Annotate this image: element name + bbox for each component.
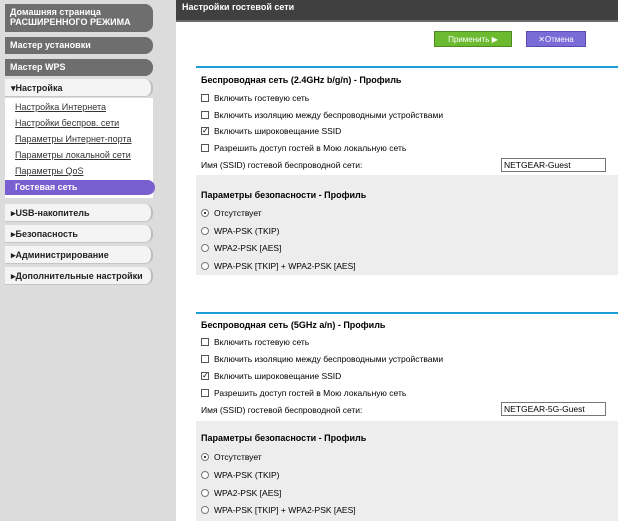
- access-24-label: Разрешить доступ гостей в Мою локальную сеть: [214, 143, 407, 153]
- broadcast-5-checkbox[interactable]: ✓: [202, 371, 209, 380]
- ssid-5-label-text: Имя (SSID) гостевой беспроводной сети:: [201, 405, 363, 415]
- isolation-24-row[interactable]: [201, 110, 443, 120]
- broadcast-24-checkbox[interactable]: ✓: [202, 126, 209, 135]
- enable-guest-24-checkbox[interactable]: [201, 94, 209, 102]
- ssid-24-label-text: Имя (SSID) гостевой беспроводной сети:: [201, 160, 363, 170]
- security-24-option-mixed[interactable]: [201, 261, 356, 271]
- radio-5-mixed-label: WPA-PSK [TKIP] + WPA2-PSK [AES]: [214, 505, 356, 515]
- sidebar-item-guest-network[interactable]: Гостевая сеть: [5, 180, 155, 195]
- security-24-option-wpa[interactable]: [201, 226, 280, 236]
- isolation-24-label: Включить изоляцию между беспроводными устройствами: [214, 110, 444, 120]
- broadcast-5-label: Включить широковещание SSID: [214, 371, 342, 381]
- access-5-label: Разрешить доступ гостей в Мою локальную сеть: [214, 388, 407, 398]
- section-title-security-5: Параметры безопасности - Профиль: [201, 433, 367, 443]
- sidebar-item-lan-setup[interactable]: Параметры локальной сети: [15, 150, 131, 160]
- sidebar: [0, 0, 176, 521]
- section-title-5ghz: Беспроводная сеть (5GHz a/n) - Профиль: [201, 320, 386, 330]
- ssid-24-label: [201, 160, 362, 170]
- enable-guest-24-label: Включить гостевую сеть: [214, 93, 310, 103]
- ssid-24-input[interactable]: [501, 158, 606, 172]
- sidebar-item-qos-setup[interactable]: Параметры QoS: [15, 166, 84, 176]
- sidebar-home-button[interactable]: Домашняя страница РАСШИРЕННОГО РЕЖИМА: [5, 4, 153, 32]
- sidebar-item-internet-setup[interactable]: Настройка Интернета: [15, 102, 106, 112]
- sidebar-security-menu[interactable]: ▸Безопасность: [5, 225, 153, 243]
- enable-guest-24-row[interactable]: [201, 93, 309, 103]
- isolation-5-checkbox[interactable]: [201, 355, 209, 363]
- section-title-24ghz: Беспроводная сеть (2.4GHz b/g/n) - Профиль: [201, 75, 402, 85]
- header-divider: [176, 20, 618, 22]
- broadcast-24-label: Включить широковещание SSID: [214, 126, 342, 136]
- apply-button[interactable]: Применить ▶: [434, 31, 512, 47]
- section-divider: [196, 312, 618, 314]
- security-5-option-none[interactable]: [201, 452, 262, 462]
- sidebar-advanced-menu[interactable]: ▸Дополнительные настройки: [5, 267, 153, 285]
- radio-24-none[interactable]: [201, 209, 209, 217]
- isolation-5-label: Включить изоляцию между беспроводными устройствами: [214, 354, 444, 364]
- section-title-security-24: Параметры безопасности - Профиль: [201, 190, 367, 200]
- access-24-row[interactable]: [201, 143, 406, 153]
- security-5-option-mixed[interactable]: [201, 505, 356, 515]
- enable-guest-5-label: Включить гостевую сеть: [214, 337, 310, 347]
- radio-24-wpa-label: WPA-PSK (TKIP): [214, 226, 280, 236]
- radio-5-wpa2[interactable]: [201, 489, 209, 497]
- radio-5-wpa[interactable]: [201, 471, 209, 479]
- security-5-option-wpa2[interactable]: [201, 488, 281, 498]
- radio-5-wpa-label: WPA-PSK (TKIP): [214, 470, 280, 480]
- isolation-5-row[interactable]: [201, 354, 443, 364]
- radio-5-wpa2-label: WPA2-PSK [AES]: [214, 488, 282, 498]
- radio-24-wpa[interactable]: [201, 227, 209, 235]
- ssid-5-input[interactable]: [501, 402, 606, 416]
- cancel-button[interactable]: ✕Отмена: [526, 31, 586, 47]
- radio-24-wpa2-label: WPA2-PSK [AES]: [214, 243, 282, 253]
- main-content: [176, 0, 618, 521]
- page-title: Настройки гостевой сети: [176, 0, 618, 20]
- access-5-checkbox[interactable]: [201, 389, 209, 397]
- radio-24-none-label: Отсутствует: [214, 208, 262, 218]
- radio-5-mixed[interactable]: [201, 506, 209, 514]
- broadcast-5-row[interactable]: [201, 371, 341, 381]
- radio-24-wpa2[interactable]: [201, 244, 209, 252]
- sidebar-item-wireless-setup[interactable]: Настройки беспров. сети: [15, 118, 120, 128]
- enable-guest-5-row[interactable]: [201, 337, 309, 347]
- sidebar-admin-menu[interactable]: ▸Администрирование: [5, 246, 153, 264]
- section-divider: [196, 66, 618, 68]
- radio-5-none[interactable]: [201, 453, 209, 461]
- access-24-checkbox[interactable]: [201, 144, 209, 152]
- access-5-row[interactable]: [201, 388, 406, 398]
- enable-guest-5-checkbox[interactable]: [201, 338, 209, 346]
- security-24-option-wpa2[interactable]: [201, 243, 281, 253]
- security-5-option-wpa[interactable]: [201, 470, 280, 480]
- security-24-option-none[interactable]: [201, 208, 262, 218]
- radio-5-none-label: Отсутствует: [214, 452, 262, 462]
- sidebar-settings-menu[interactable]: ▾Настройка: [5, 79, 153, 97]
- sidebar-setup-wizard-button[interactable]: Мастер установки: [5, 37, 153, 54]
- ssid-5-label: [201, 405, 362, 415]
- broadcast-24-row[interactable]: [201, 126, 341, 136]
- radio-24-mixed[interactable]: [201, 262, 209, 270]
- sidebar-wps-wizard-button[interactable]: Мастер WPS: [5, 59, 153, 76]
- isolation-24-checkbox[interactable]: [201, 111, 209, 119]
- sidebar-usb-menu[interactable]: ▸USB-накопитель: [5, 204, 153, 222]
- sidebar-item-wan-setup[interactable]: Параметры Интернет-порта: [15, 134, 132, 144]
- radio-24-mixed-label: WPA-PSK [TKIP] + WPA2-PSK [AES]: [214, 261, 356, 271]
